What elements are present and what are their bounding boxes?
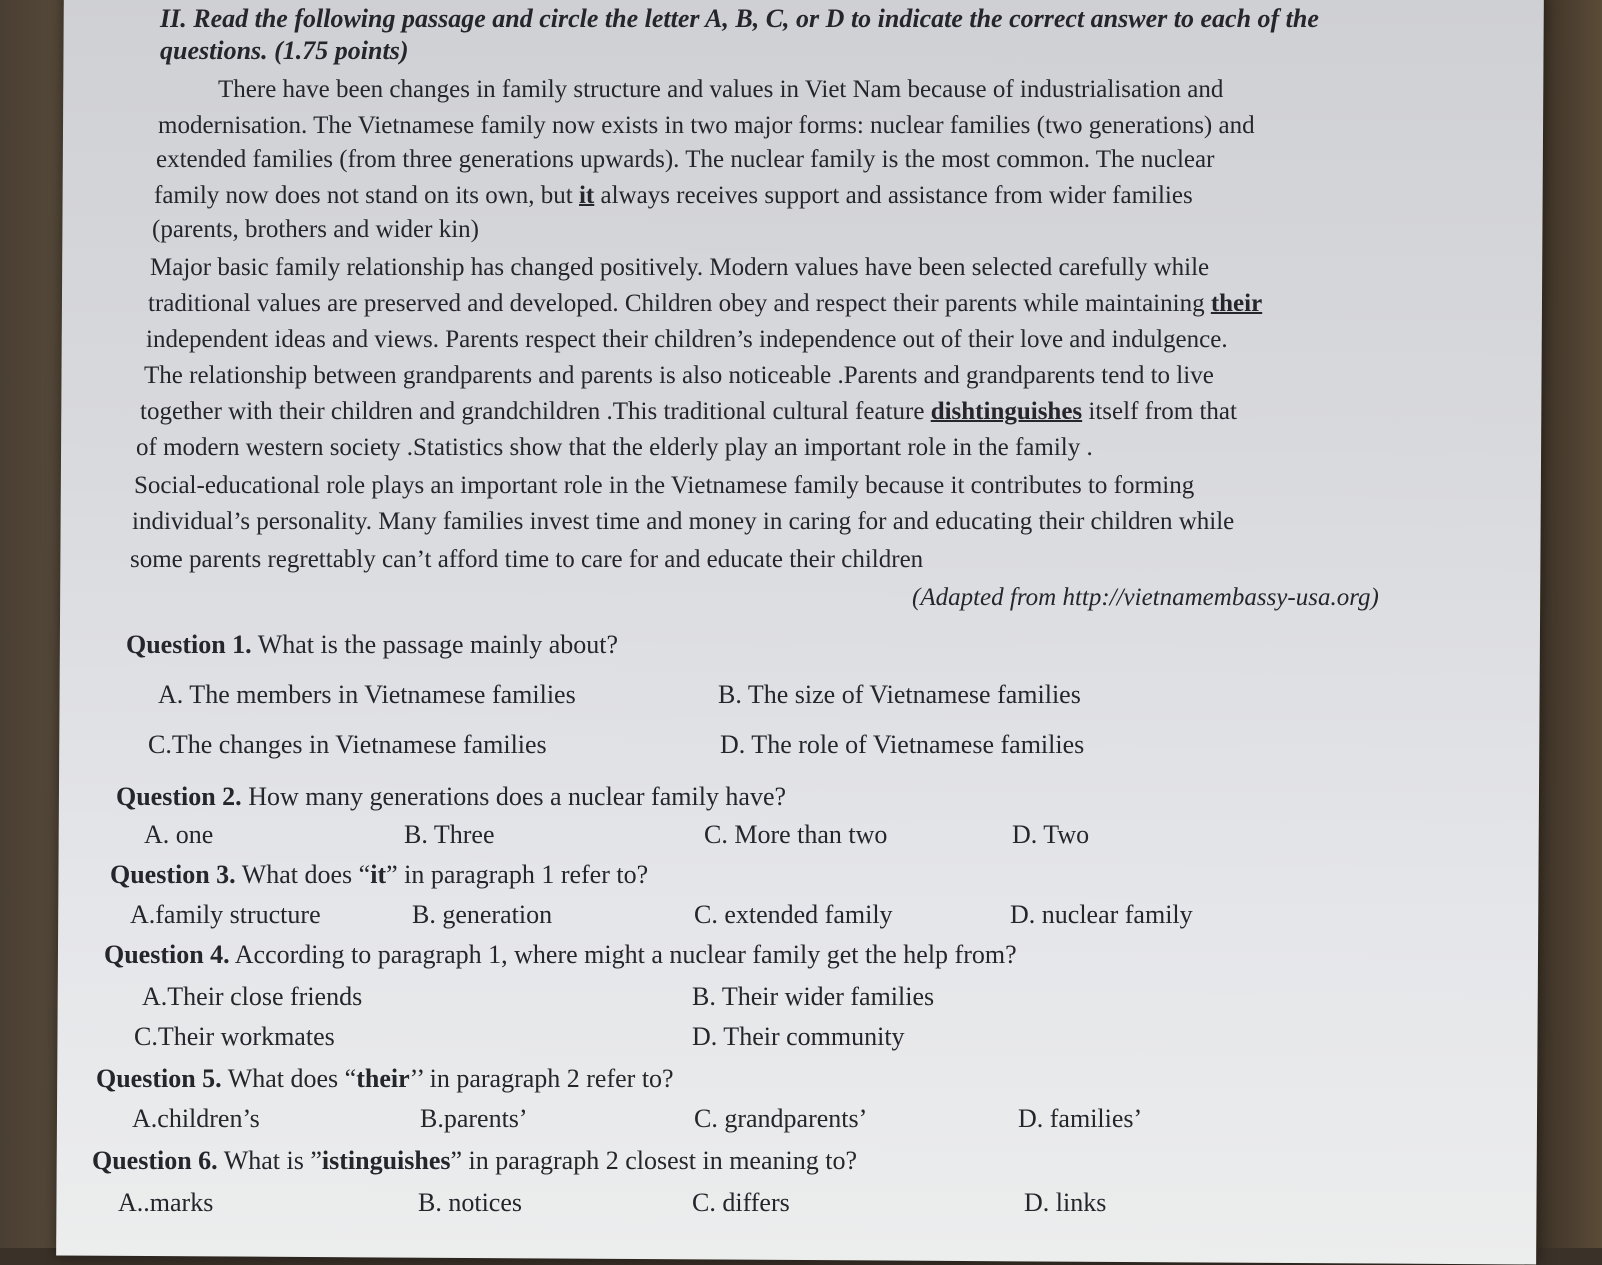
passage-p2-line — [140, 398, 1237, 426]
passage-source: (Adapted from http://vietnamembassy-usa.org) — [912, 584, 1379, 611]
passage-text: family now does not stand on its own, but — [154, 182, 579, 209]
question-1 — [126, 630, 618, 660]
question-text: ” in paragraph 2 closest in meaning to? — [450, 1146, 857, 1175]
question-text: ” in paragraph 1 refer to? — [386, 860, 649, 889]
q2-option-c[interactable]: C. More than two — [704, 820, 888, 849]
passage-p2-line: Social-educational role plays an important role in the Vietnamese family because it contributes to forming — [134, 472, 1195, 499]
question-text: ’’ in paragraph 2 refer to? — [409, 1064, 674, 1093]
passage-text: together with their children and grandchildren .This traditional cultural feature — [140, 398, 931, 425]
passage-p1-line — [154, 182, 1193, 210]
question-label: Question 4. — [104, 940, 230, 969]
passage-p2-line: individual’s personality. Many families invest time and money in caring for and educating their children while — [132, 508, 1235, 535]
q5-option-a[interactable]: A.children’s — [132, 1104, 260, 1133]
passage-p1-line: (parents, brothers and wider kin) — [152, 216, 479, 243]
underlined-word-dishtinguishes: dishtinguishes — [930, 398, 1083, 425]
passage-p2-line: The relationship between grandparents and parents is also noticeable .Parents and grandparents tend to live — [144, 362, 1214, 389]
passage-p2-line: some parents regrettably can’t afford time to care for and educate their children — [130, 546, 924, 573]
q5-option-c[interactable]: C. grandparents’ — [694, 1104, 868, 1133]
instruction-line-1: II. Read the following passage and circle the letter A, B, C, or D to indicate the correct answer to each of the — [160, 4, 1319, 33]
q6-option-c[interactable]: C. differs — [692, 1188, 790, 1217]
question-label: Question 6. — [92, 1146, 218, 1175]
question-text: What is the passage mainly about? — [251, 630, 618, 659]
question-label: Question 2. — [116, 782, 242, 811]
passage-p1-line: There have been changes in family structure and values in Viet Nam because of industrialisation and — [218, 76, 1224, 103]
question-5 — [96, 1064, 674, 1094]
q4-option-c[interactable]: C.Their workmates — [134, 1022, 335, 1051]
question-4 — [104, 940, 1017, 970]
question-6 — [92, 1146, 857, 1176]
question-keyword: their — [356, 1064, 410, 1093]
q1-option-b[interactable]: B. The size of Vietnamese families — [718, 680, 1081, 709]
question-text: What does “ — [221, 1064, 357, 1093]
question-label: Question 5. — [96, 1064, 222, 1093]
passage-p1-line: modernisation. The Vietnamese family now exists in two major forms: nuclear families (two generations) and — [158, 112, 1255, 139]
question-text: What does “ — [235, 860, 371, 889]
underlined-word-their: their — [1210, 290, 1263, 317]
passage-text: itself from that — [1082, 398, 1237, 425]
underlined-word-it: it — [578, 182, 595, 209]
passage-text: always receives support and assistance from wider families — [594, 182, 1193, 209]
instruction-line-2: questions. (1.75 points) — [160, 36, 409, 65]
q4-option-d[interactable]: D. Their community — [692, 1022, 905, 1051]
passage-p2-line: of modern western society .Statistics show that the elderly play an important role in the family . — [136, 434, 1093, 461]
q5-option-d[interactable]: D. families’ — [1018, 1104, 1143, 1133]
passage-text: traditional values are preserved and developed. Children obey and respect their parents while maintaining — [148, 290, 1211, 317]
question-label: Question 1. — [126, 630, 252, 659]
q1-option-c[interactable]: C.The changes in Vietnamese families — [148, 730, 547, 759]
q5-option-b[interactable]: B.parents’ — [420, 1104, 528, 1133]
passage-p2-line — [148, 290, 1262, 318]
question-3 — [110, 860, 648, 890]
q2-option-d[interactable]: D. Two — [1012, 820, 1090, 849]
q3-option-c[interactable]: C. extended family — [694, 900, 893, 929]
question-keyword: istinguishes — [321, 1146, 451, 1175]
question-text: According to paragraph 1, where might a nuclear family get the help from? — [229, 940, 1017, 969]
q6-option-a[interactable]: A..marks — [118, 1188, 214, 1217]
q4-option-a[interactable]: A.Their close friends — [142, 982, 363, 1011]
q3-option-d[interactable]: D. nuclear family — [1010, 900, 1193, 929]
question-2 — [116, 782, 786, 812]
q2-option-a[interactable]: A. one — [144, 820, 214, 849]
question-label: Question 3. — [110, 860, 236, 889]
passage-p2-line: independent ideas and views. Parents respect their children’s independence out of their love and indulgence. — [146, 326, 1228, 353]
question-text: How many generations does a nuclear family have? — [241, 782, 787, 811]
q6-option-b[interactable]: B. notices — [418, 1188, 522, 1217]
q6-option-d[interactable]: D. links — [1024, 1188, 1107, 1217]
q3-option-b[interactable]: B. generation — [412, 900, 553, 929]
q2-option-b[interactable]: B. Three — [404, 820, 495, 849]
q1-option-a[interactable]: A. The members in Vietnamese families — [158, 680, 576, 709]
question-keyword: it — [370, 860, 387, 889]
passage-p2-line: Major basic family relationship has changed positively. Modern values have been selected carefully while — [150, 254, 1210, 281]
passage-p1-line: extended families (from three generations upwards). The nuclear family is the most common. The nuclear — [156, 146, 1215, 173]
q1-option-d[interactable]: D. The role of Vietnamese families — [720, 730, 1085, 759]
q3-option-a[interactable]: A.family structure — [130, 900, 321, 929]
question-text: What is ” — [217, 1146, 322, 1175]
q4-option-b[interactable]: B. Their wider families — [692, 982, 935, 1011]
